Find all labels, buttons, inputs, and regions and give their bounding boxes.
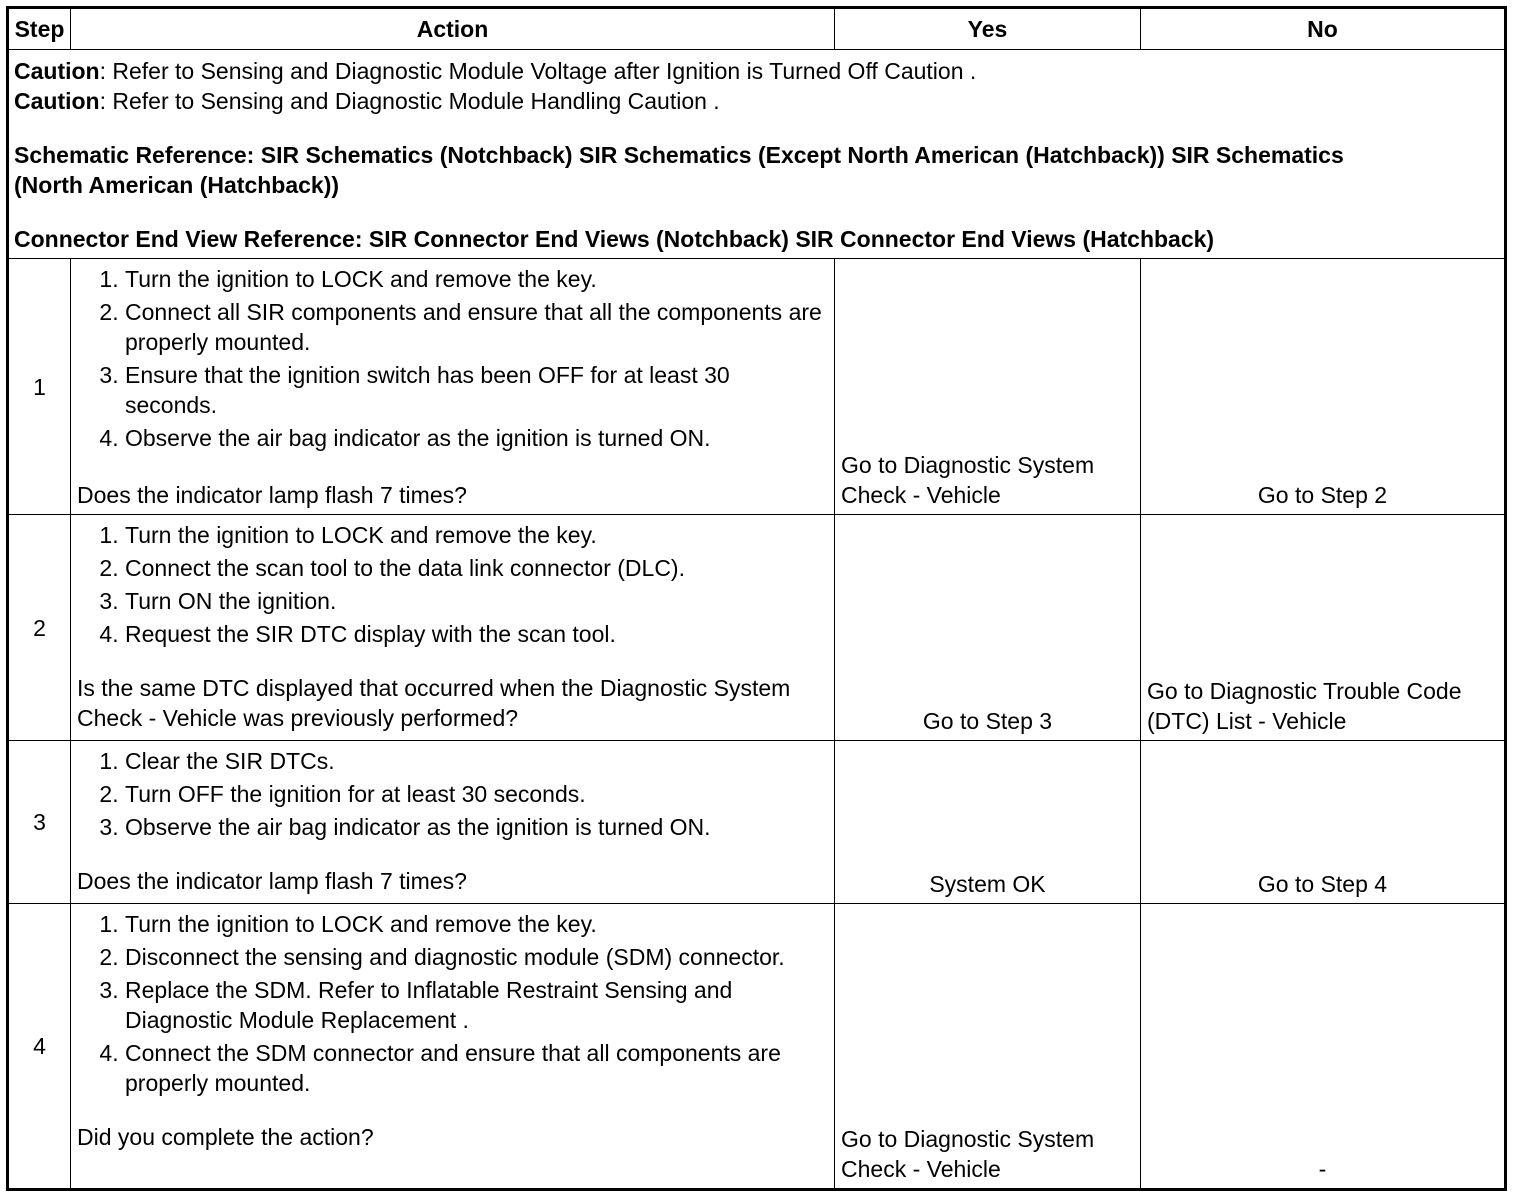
action-item: 2. Disconnect the sensing and diagnostic module (SDM) connector.: [125, 941, 828, 974]
caution-text: : Refer to Sensing and Diagnostic Module Voltage after Ignition is Turned Off Caution .: [99, 58, 977, 84]
schematic-reference: Schematic Reference: SIR Schematics (Notchback) SIR Schematics (Except North American (Hatchback)) SIR Schematics: [14, 142, 1344, 168]
diagnostic-table: [6, 6, 1507, 1191]
header-no: No: [1141, 8, 1506, 50]
yes-result: System OK: [835, 741, 1141, 904]
question-text: Is the same DTC displayed that occurred when the Diagnostic System Check - Vehicle was previously performed?: [77, 675, 791, 731]
caution-label: Caution: [14, 88, 100, 114]
yes-result: Go to Step 3: [835, 515, 1141, 741]
header-row: [8, 8, 1506, 50]
step-row: [8, 741, 1506, 904]
header-step: Step: [8, 8, 71, 50]
yes-result: Go to Diagnostic System Check - Vehicle: [835, 259, 1141, 515]
connector-label: Connector End View Reference: [14, 226, 355, 252]
no-result: Go to Step 4: [1141, 741, 1506, 904]
action-item: 1. Turn the ignition to LOCK and remove the key.: [125, 519, 828, 552]
action-item: 1. Turn the ignition to LOCK and remove the key.: [125, 263, 828, 296]
no-result: Go to Step 2: [1141, 259, 1506, 515]
action-item: 3. Turn ON the ignition.: [125, 585, 828, 618]
intro-row: [8, 50, 1506, 259]
action-item: 4. Connect the SDM connector and ensure that all components are properly mounted.: [125, 1037, 828, 1100]
action-cell: [71, 259, 835, 515]
header-action: Action: [71, 8, 835, 50]
action-item: 3. Observe the air bag indicator as the ignition is turned ON.: [125, 811, 828, 844]
action-cell: [71, 515, 835, 741]
header-yes: Yes: [835, 8, 1141, 50]
step-number: 3: [8, 741, 71, 904]
no-result: -: [1141, 904, 1506, 1190]
question-text: Did you complete the action?: [77, 1124, 374, 1150]
connector-text: : SIR Connector End Views (Notchback) SIR Connector End Views (Hatchback): [354, 226, 1215, 252]
yes-result: Go to Diagnostic System Check - Vehicle: [835, 904, 1141, 1190]
step-number: 1: [8, 259, 71, 515]
intro-cell: [8, 50, 1506, 259]
step-number: 2: [8, 515, 71, 741]
step-number: 4: [8, 904, 71, 1190]
action-item: 1. Turn the ignition to LOCK and remove the key.: [125, 908, 828, 941]
schematic-reference-cont: (North American (Hatchback)): [14, 172, 340, 198]
action-item: 2. Turn OFF the ignition for at least 30 seconds.: [125, 778, 828, 811]
caution-label: Caution: [14, 58, 100, 84]
question-text: Does the indicator lamp flash 7 times?: [77, 868, 467, 894]
connector-reference: [14, 224, 1500, 254]
step-row: [8, 515, 1506, 741]
action-item: 2. Connect the scan tool to the data link connector (DLC).: [125, 552, 828, 585]
action-item: 1. Clear the SIR DTCs.: [125, 745, 828, 778]
action-list: [77, 263, 828, 455]
no-result: Go to Diagnostic Trouble Code (DTC) List - Vehicle: [1141, 515, 1506, 741]
action-item: 4. Request the SIR DTC display with the scan tool.: [125, 618, 828, 651]
action-item: 4. Observe the air bag indicator as the ignition is turned ON.: [125, 422, 828, 455]
action-list: [77, 745, 828, 844]
action-cell: [71, 904, 835, 1190]
step-row: [8, 904, 1506, 1190]
action-list: [77, 908, 828, 1100]
action-cell: [71, 741, 835, 904]
action-item: 2. Connect all SIR components and ensure that all the components are properly mounted.: [125, 296, 828, 359]
step-row: [8, 259, 1506, 515]
caution-text: : Refer to Sensing and Diagnostic Module Handling Caution .: [99, 88, 720, 114]
caution-line-2: [14, 86, 1500, 116]
action-list: [77, 519, 828, 651]
question-text: Does the indicator lamp flash 7 times?: [77, 482, 467, 508]
caution-line-1: [14, 56, 1500, 86]
action-item: 3. Ensure that the ignition switch has been OFF for at least 30 seconds.: [125, 359, 828, 422]
action-item: 3. Replace the SDM. Refer to Inflatable Restraint Sensing and Diagnostic Module Replacement .: [125, 974, 828, 1037]
